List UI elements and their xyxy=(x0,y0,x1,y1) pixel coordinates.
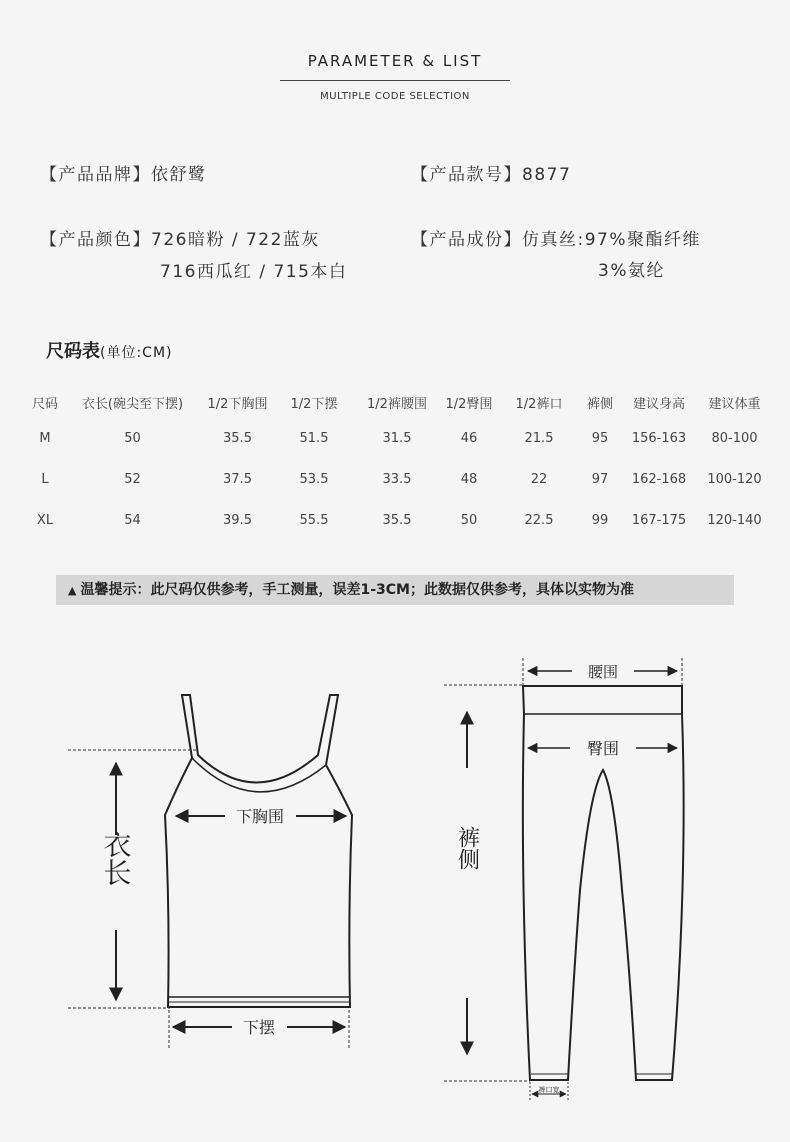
camisole-drawing xyxy=(68,695,352,1050)
pants-side-label: 裤侧 xyxy=(454,826,480,870)
column-header: 衣长(碗尖至下摆) xyxy=(81,396,184,412)
column-header: 1/2裤腰围 xyxy=(367,396,427,412)
table-cell: 100-120 xyxy=(707,472,762,487)
table-cell: 33.5 xyxy=(382,472,412,487)
table-cell: 31.5 xyxy=(382,431,412,446)
table-cell: 50 xyxy=(460,513,478,528)
column-header: 1/2臀围 xyxy=(445,396,493,412)
camisole-outline xyxy=(165,695,352,1007)
table-cell: XL xyxy=(36,513,54,528)
table-cell: 22 xyxy=(530,472,548,487)
table-cell: 21.5 xyxy=(524,431,554,446)
cuff-label: 裤口宽 xyxy=(538,1086,560,1094)
table-cell: 52 xyxy=(124,472,141,487)
table-cell: 99 xyxy=(591,513,609,528)
table-row xyxy=(25,459,770,500)
measurement-diagram xyxy=(0,640,790,1110)
column-header: 建议体重 xyxy=(708,396,761,412)
table-cell: 35.5 xyxy=(223,431,252,446)
page-subtitle: MULTIPLE CODE SELECTION xyxy=(320,91,470,102)
hem-label: 下摆 xyxy=(242,1018,276,1037)
column-header: 1/2下胸围 xyxy=(207,396,268,412)
size-chart-unit: (单位:CM) xyxy=(100,345,173,361)
triangle-up-icon: ▲ xyxy=(68,584,77,597)
size-table xyxy=(25,386,770,541)
header xyxy=(0,52,790,102)
table-cell: 55.5 xyxy=(299,513,329,528)
table-cell: 95 xyxy=(591,431,609,446)
size-chart-title xyxy=(46,337,173,363)
table-cell: 48 xyxy=(460,472,478,487)
table-cell: 51.5 xyxy=(299,431,329,446)
style-number-info: 【产品款号】8877 xyxy=(411,165,572,185)
column-header: 1/2裤口 xyxy=(515,396,563,412)
table-row xyxy=(25,500,770,541)
table-cell: 120-140 xyxy=(707,513,762,528)
table-cell: 39.5 xyxy=(223,513,252,528)
notice-text: 温馨提示：此尺码仅供参考，手工测量，误差1-3CM；此数据仅供参考，具体以实物为准 xyxy=(80,582,634,598)
color-info-line1: 【产品颜色】726暗粉 / 722蓝灰 xyxy=(40,230,320,250)
color-info-line2: 716西瓜红 / 715本白 xyxy=(160,262,348,282)
table-cell: 54 xyxy=(124,513,141,528)
page-title: PARAMETER & LIST xyxy=(307,52,483,70)
table-cell: 53.5 xyxy=(299,472,329,487)
table-cell: 46 xyxy=(460,431,478,446)
table-cell: 156-163 xyxy=(631,431,687,446)
column-header: 尺码 xyxy=(31,396,58,412)
material-info-line1: 【产品成份】仿真丝:97%聚酯纤维 xyxy=(411,230,702,250)
waist-label: 腰围 xyxy=(587,663,619,681)
table-cell: 50 xyxy=(124,431,141,446)
table-cell: 37.5 xyxy=(223,472,252,487)
brand-info: 【产品品牌】依舒鹭 xyxy=(40,165,207,185)
material-info-line2: 3%氨纶 xyxy=(598,261,665,281)
camisole-neckline-inner xyxy=(192,758,326,792)
size-table-header xyxy=(25,386,770,418)
column-header: 建议身高 xyxy=(632,396,685,412)
table-cell: 35.5 xyxy=(382,513,412,528)
size-notice xyxy=(56,575,734,605)
table-cell: 22.5 xyxy=(524,513,554,528)
table-cell: 80-100 xyxy=(711,431,758,446)
column-header: 1/2下摆 xyxy=(290,396,338,412)
table-cell: L xyxy=(41,472,49,487)
under-bust-label: 下胸围 xyxy=(235,807,285,826)
top-length-label-1: 衣长 xyxy=(99,830,133,886)
table-row xyxy=(25,418,770,459)
table-cell: 97 xyxy=(591,472,609,487)
table-cell: 162-168 xyxy=(631,472,687,487)
pants-drawing xyxy=(444,658,684,1102)
column-header: 裤侧 xyxy=(586,396,613,412)
table-cell: M xyxy=(39,431,51,446)
hip-label: 臀围 xyxy=(586,739,620,758)
title-divider xyxy=(280,80,510,81)
table-cell: 167-175 xyxy=(631,513,687,528)
size-chart-title-text: 尺码表 xyxy=(46,341,100,362)
